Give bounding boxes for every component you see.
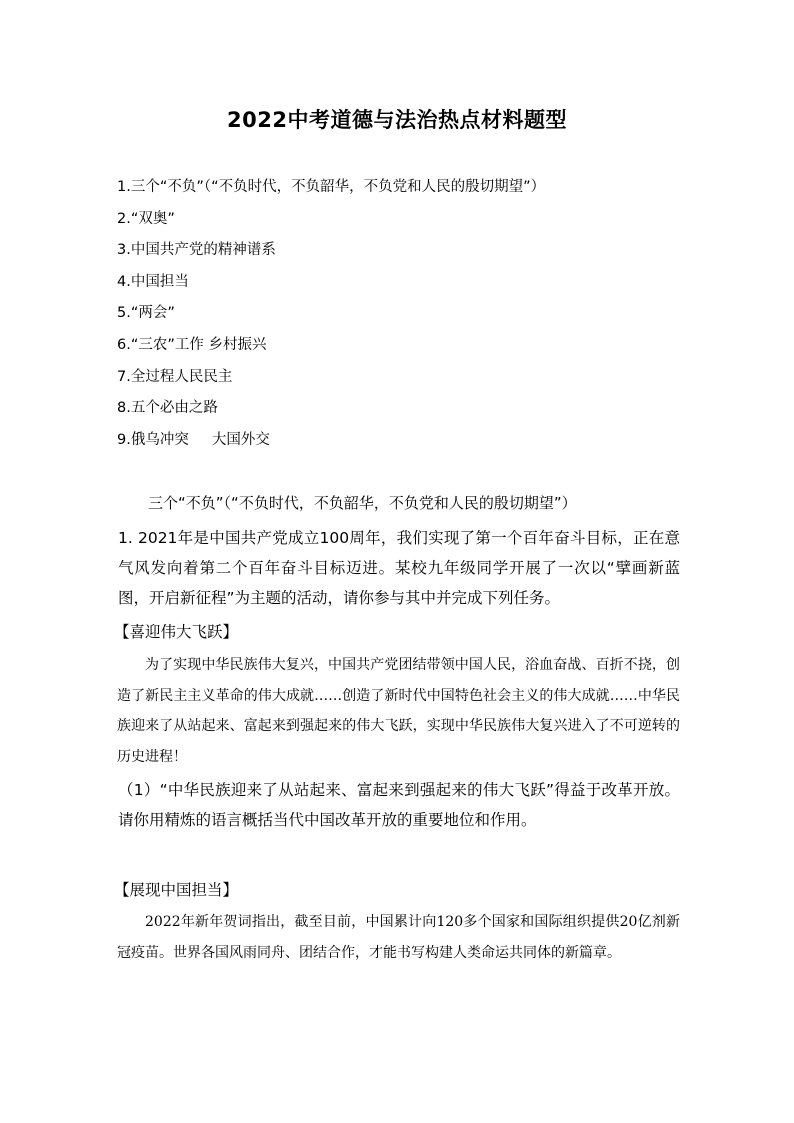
topic-item-9: 9.俄乌冲突 大国外交 bbox=[117, 431, 270, 448]
part-1-material: 为了实现中华民族伟大复兴，中国共产党团结带领中国人民，浴血奋战、百折不挠，创造了新民主主义革命的伟大成就……创造了新时代中国特色社会主义的伟大成就……中华民族迎来了从站起来、富起来到强起来的伟大飞跃，实现中华民族伟大复兴进入了不可逆转的历史进程！ bbox=[117, 657, 680, 765]
topic-item-8: 8.五个必由之路 bbox=[117, 400, 218, 417]
topic-item-1: 1.三个“不负”（“不负时代，不负韶华，不负党和人民的殷切期望”） bbox=[117, 179, 546, 195]
topic-item-7: 7.全过程人民民主 bbox=[117, 368, 233, 385]
subquestion-1-text: （1）“中华民族迎来了从站起来、富起来到强起来的伟大飞跃”得益于改革开放。请你用精炼的语言概括当代中国改革开放的重要地位和作用。 bbox=[118, 781, 680, 829]
part-2-material: 2022年新年贺词指出，截至目前，中国累计向120多个国家和国际组织提供20亿剂新冠疫苗。世界各国风雨同舟、团结合作，才能书写构建人类命运共同体的新篇章。 bbox=[117, 914, 680, 961]
section-heading: 三个“不负”（“不负时代，不负韶华，不负党和人民的殷切期望”） bbox=[148, 494, 577, 512]
part-1-heading: 【喜迎伟大飞跃】 bbox=[114, 623, 239, 641]
part-2-heading: 【展现中国担当】 bbox=[114, 881, 239, 899]
topic-list bbox=[117, 172, 545, 456]
topic-item-6: 6.“三农”工作 乡村振兴 bbox=[117, 336, 267, 353]
question-1-text: 1. 2021年是中国共产党成立100周年，我们实现了第一个百年奋斗目标，正在意气风发向着第二个百年奋斗目标迈进。某校九年级同学开展了一次以“擘画新蓝图，开启新征程”为主题的活动，请你参与其中并完成下列任务。 bbox=[118, 529, 680, 607]
topic-item-2: 2.“双奥” bbox=[117, 210, 175, 227]
topic-item-4: 4.中国担当 bbox=[117, 273, 189, 290]
topic-item-5: 5.“两会” bbox=[117, 305, 175, 322]
topic-item-3: 3.中国共产党的精神谱系 bbox=[117, 242, 276, 259]
page-title: 2022中考道德与法治热点材料题型 bbox=[227, 108, 567, 132]
